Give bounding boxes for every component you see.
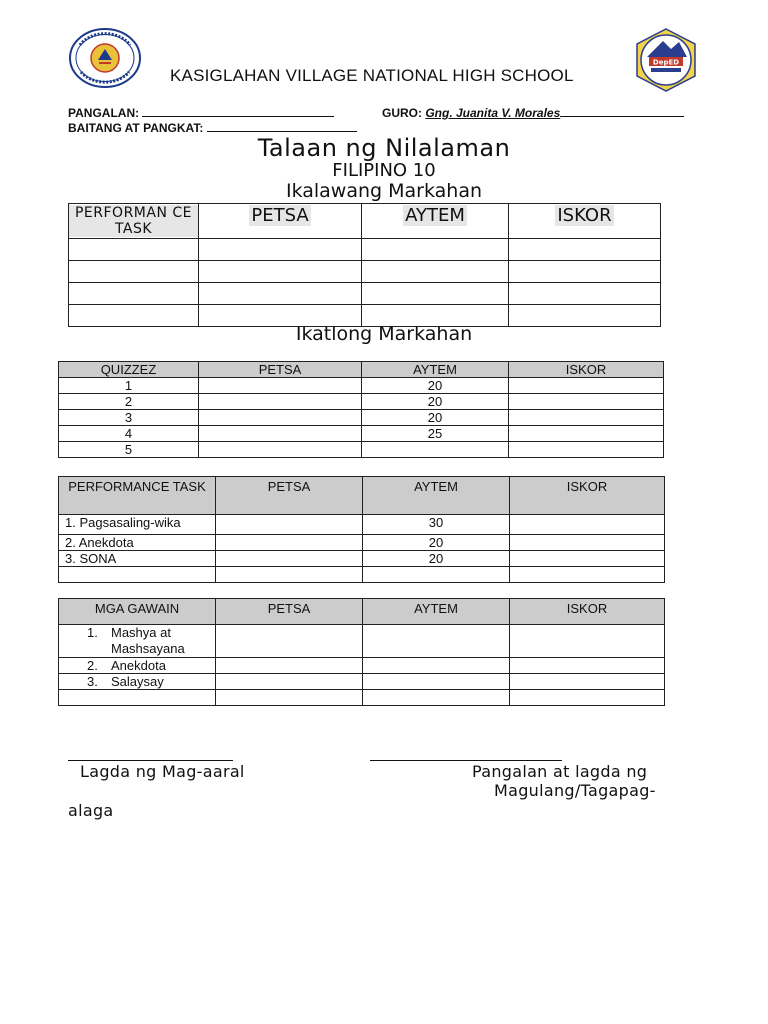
list-number: 1. <box>87 625 98 640</box>
deped-seal-logo <box>68 27 142 89</box>
parent-signature-label-line3: alaga <box>68 801 114 820</box>
student-signature-label: Lagda ng Mag-aaral <box>80 762 245 781</box>
table-row: 4 25 <box>59 426 664 442</box>
teacher-blank-line <box>560 104 684 117</box>
quizzes-table <box>58 361 664 458</box>
table-row <box>69 239 661 261</box>
header-performance-task: PERFORMAN CE TASK <box>69 204 199 239</box>
header-iskor: ISKOR <box>509 362 664 378</box>
name-blank-line[interactable] <box>142 104 334 117</box>
list-number: 3. <box>87 674 98 689</box>
parent-signature-line[interactable] <box>370 760 562 761</box>
list-item: Salaysay <box>111 674 164 689</box>
grade-section-label: BAITANG AT PANGKAT: <box>68 121 204 135</box>
teacher-name: Gng. Juanita V. Morales <box>425 106 561 120</box>
name-label: PANGALAN: <box>68 106 140 120</box>
table-row: 1 20 <box>59 378 664 394</box>
name-field-row <box>68 104 334 120</box>
header-iskor: ISKOR <box>509 204 661 239</box>
quarter-3-performance-table <box>58 476 665 583</box>
header-petsa: PETSA <box>199 204 362 239</box>
header-petsa: PETSA <box>216 599 363 625</box>
parent-signature-label-line2: Magulang/Tagapag- <box>494 781 656 800</box>
table-header-row <box>59 599 665 625</box>
header-iskor: ISKOR <box>510 477 665 515</box>
student-signature-line[interactable] <box>68 760 233 761</box>
table-row <box>59 658 665 674</box>
teacher-label: GURO: <box>382 106 422 120</box>
teacher-field-row <box>382 104 684 120</box>
header-quizzez: QUIZZEZ <box>59 362 199 378</box>
table-row <box>69 261 661 283</box>
table-row: 3 20 <box>59 410 664 426</box>
division-seal-logo <box>633 27 699 93</box>
svg-text:DepED: DepED <box>652 58 680 67</box>
table-row: 1. Pagsasaling-wika 30 <box>59 515 665 535</box>
table-row <box>59 674 665 690</box>
list-number: 2. <box>87 658 98 673</box>
table-header-row <box>59 477 665 515</box>
header-aytem: AYTEM <box>363 599 510 625</box>
header-petsa: PETSA <box>216 477 363 515</box>
header-mga-gawain: MGA GAWAIN <box>59 599 216 625</box>
subject-title: FILIPINO 10 <box>332 160 436 181</box>
school-name: KASIGLAHAN VILLAGE NATIONAL HIGH SCHOOL <box>170 66 574 85</box>
table-header-row <box>69 204 661 239</box>
table-header-row <box>59 362 664 378</box>
header-petsa: PETSA <box>199 362 362 378</box>
table-row <box>59 690 665 706</box>
quarter-3-heading: Ikatlong Markahan <box>295 323 473 345</box>
grade-section-blank-line[interactable] <box>207 119 357 132</box>
grade-section-field-row <box>68 119 357 135</box>
header-performance-task: PERFORMANCE TASK <box>59 477 216 515</box>
header-aytem: AYTEM <box>363 477 510 515</box>
header-iskor: ISKOR <box>510 599 665 625</box>
header-aytem: AYTEM <box>362 204 509 239</box>
table-row: 2 20 <box>59 394 664 410</box>
table-row <box>69 283 661 305</box>
header-aytem: AYTEM <box>362 362 509 378</box>
quarter-2-heading: Ikalawang Markahan <box>285 180 483 202</box>
table-row: 5 <box>59 442 664 458</box>
table-row <box>59 625 665 658</box>
table-row: 2. Anekdota 20 <box>59 535 665 551</box>
document-title: Talaan ng Nilalaman <box>257 134 511 162</box>
list-item: Anekdota <box>111 658 166 673</box>
parent-signature-label-line1: Pangalan at lagda ng <box>472 762 648 781</box>
table-row <box>59 567 665 583</box>
activities-table <box>58 598 665 706</box>
list-item: Mashya at Mashsayana <box>111 625 185 656</box>
table-row: 3. SONA 20 <box>59 551 665 567</box>
quarter-2-performance-table <box>68 203 661 327</box>
